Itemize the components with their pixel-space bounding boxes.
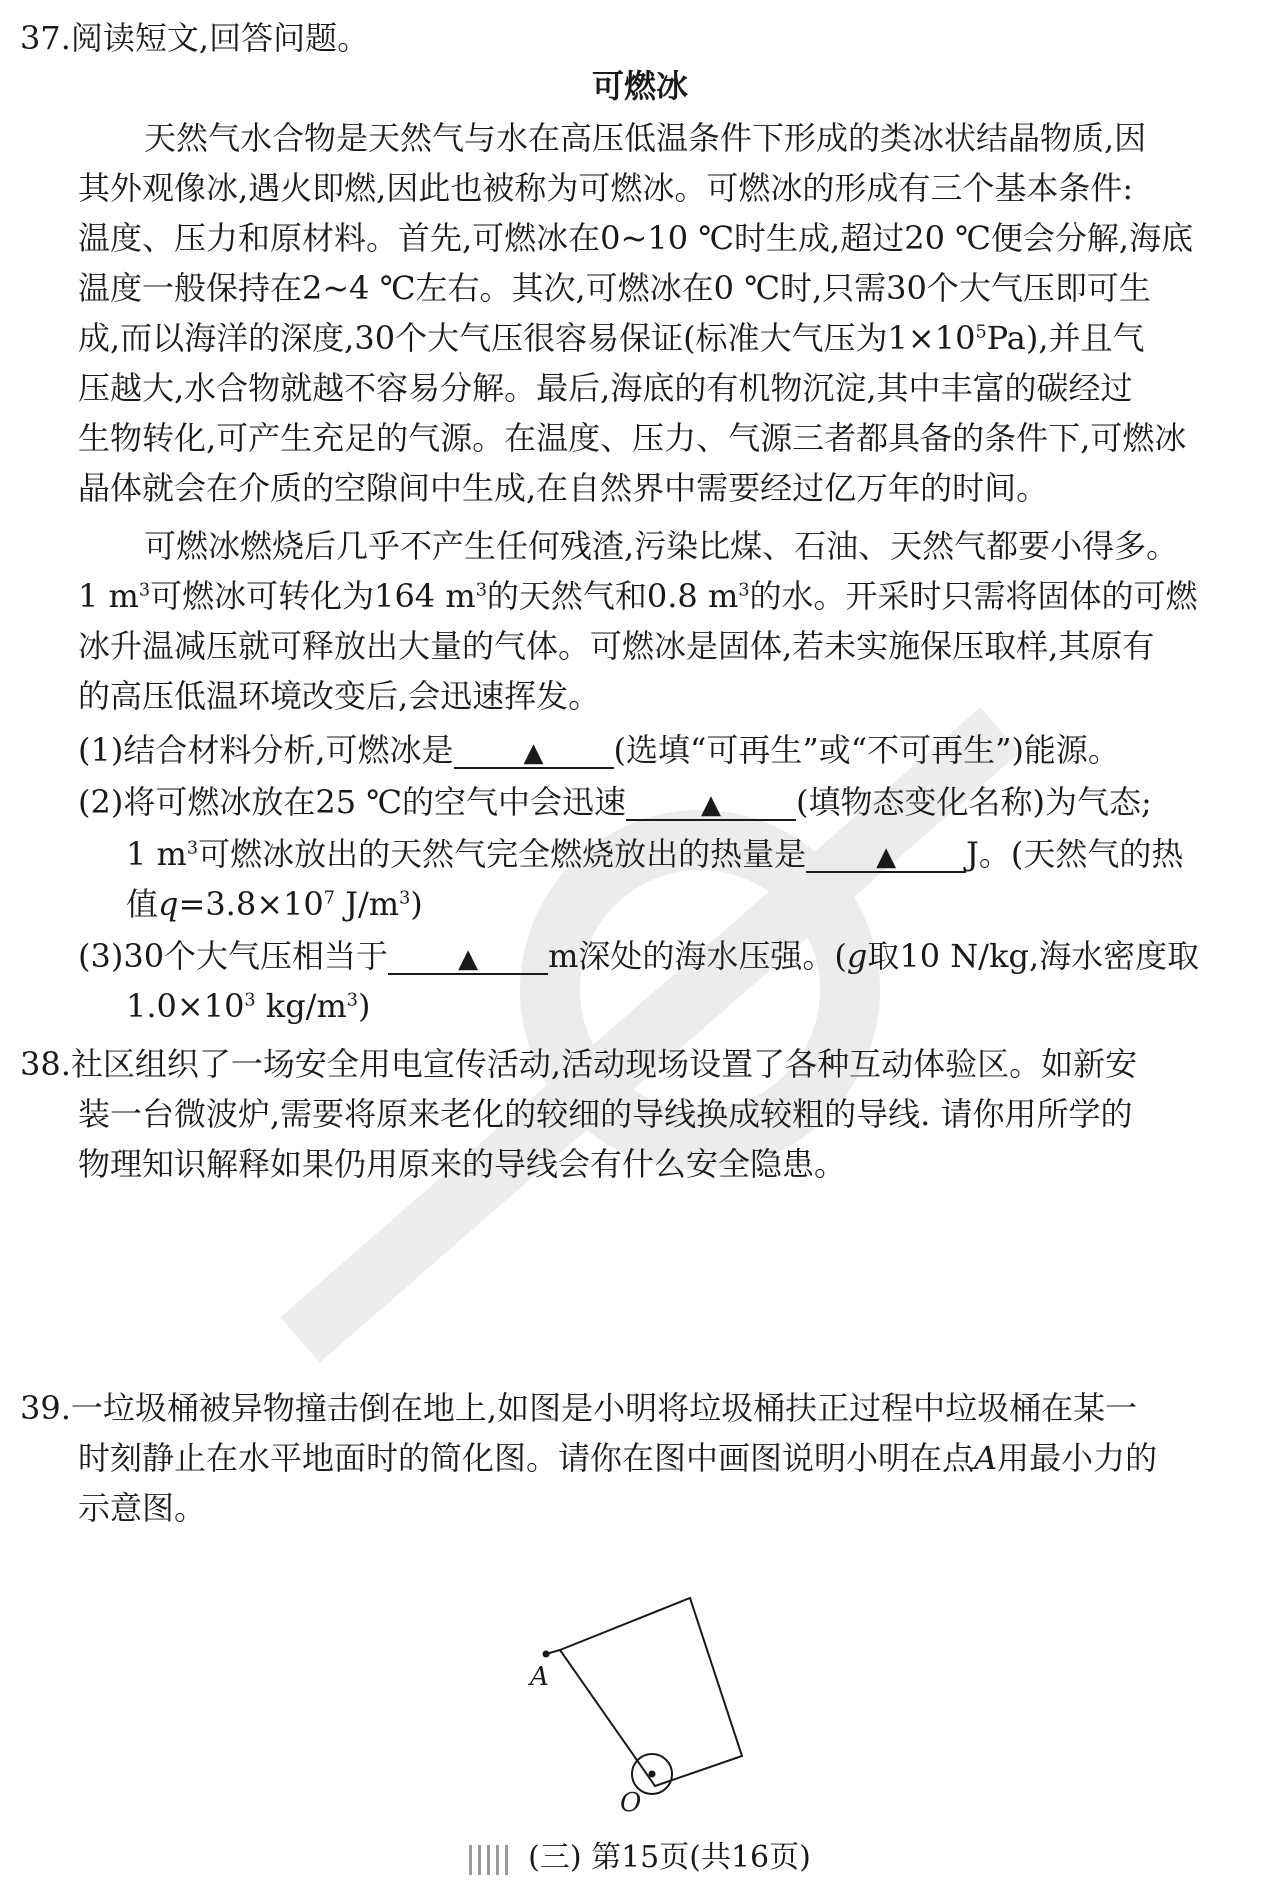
passage-p1-line8: 晶体就会在介质的空隙间中生成,在自然界中需要经过亿万年的时间。	[78, 469, 1049, 507]
q37-sub1: (1)结合材料分析,可燃冰是 ▲ (选填“可再生”或“不可再生”)能源。	[78, 731, 1120, 769]
passage-p2-line1: 可燃冰燃烧后几乎不产生任何残渣,污染比煤、石油、天然气都要小得多。	[144, 527, 1179, 565]
passage-p2-line2: 1 $m^3$可燃冰可转化为164 $m^3$的天然气和0.8 $m^3$的水。开采时只需将固体的可燃	[78, 577, 1198, 615]
barcode-mark	[469, 1839, 514, 1879]
q38-line2: 装一台微波炉,需要将原来老化的较细的导线换成较粗的导线. 请你用所学的	[78, 1095, 1133, 1133]
q39-line2: 时刻静止在水平地面时的简化图。请你在图中画图说明小明在点A用最小力的	[78, 1439, 1158, 1477]
trash-can-figure[interactable]	[520, 1590, 760, 1830]
point-a[interactable]	[543, 1651, 550, 1658]
passage-p1-line2: 其外观像冰,遇火即燃,因此也被称为可燃冰。可燃冰的形成有三个基本条件:	[78, 169, 1134, 207]
passage-p2-line4: 的高压低温环境改变后,会迅速挥发。	[78, 677, 601, 715]
q39-line1: 39.一垃圾桶被异物撞击倒在地上,如图是小明将垃圾桶扶正过程中垃圾桶在某一	[20, 1389, 1138, 1427]
q38-line1: 38.社区组织了一场安全用电宣传活动,活动现场设置了各种互动体验区。如新安	[20, 1045, 1138, 1083]
answer-blank-2[interactable]: ▲	[626, 785, 796, 821]
q38-line3: 物理知识解释如果仍用原来的导线会有什么安全隐患。	[78, 1145, 847, 1183]
q39-line3: 示意图。	[78, 1489, 207, 1527]
passage-p1-line1: 天然气水合物是天然气与水在高压低温条件下形成的类冰状结晶物质,因	[144, 119, 1147, 157]
page-number: (三) 第15页(共16页)	[528, 1840, 811, 1875]
q37-sub2-line2: 1 $m^3$可燃冰放出的天然气完全燃烧放出的热量是 ▲ J。(天然气的热	[126, 835, 1184, 873]
q37-sub2: (2)将可燃冰放在25 ℃的空气中会迅速 ▲ (填物态变化名称)为气态;	[78, 783, 1152, 821]
passage-p1-line4: 温度一般保持在2~4 ℃左右。其次,可燃冰在0 ℃时,只需30个大气压即可生	[78, 269, 1151, 307]
answer-blank-3[interactable]: ▲	[806, 837, 966, 873]
pivot-point-o	[649, 1771, 656, 1778]
answer-blank-1[interactable]: ▲	[454, 733, 614, 769]
passage-p1-line6: 压越大,水合物就越不容易分解。最后,海底的有机物沉淀,其中丰富的碳经过	[78, 369, 1133, 407]
passage-p1-line5: 成,而以海洋的深度,30个大气压很容易保证(标准大气压为$1\times 10^5Pa$),并且气	[78, 319, 1145, 357]
q37-sub3: (3)30个大气压相当于 ▲ m深处的海水压强。(g取10 N/kg,海水密度取	[78, 937, 1200, 975]
passage-title: 可燃冰	[591, 67, 688, 105]
trash-can-outline	[560, 1598, 742, 1786]
answer-blank-4[interactable]: ▲	[388, 939, 548, 975]
label-o: O	[620, 1788, 642, 1818]
passage-p1-line3: 温度、压力和原材料。首先,可燃冰在0~10 ℃时生成,超过20 ℃便会分解,海底	[78, 219, 1194, 257]
q37-sub2-line3: 值$q=3.8\times 10^7$ $J/m^3$)	[126, 885, 423, 923]
page-footer	[0, 1838, 1280, 1879]
label-a: A	[530, 1662, 549, 1692]
passage-p2-line3: 冰升温减压就可释放出大量的气体。可燃冰是固体,若未实施保压取样,其原有	[78, 627, 1155, 665]
q37-sub3-line2: $1.0\times 10^3$ $kg/m^3$)	[126, 987, 371, 1025]
passage-p1-line7: 生物转化,可产生充足的气源。在温度、压力、气源三者都具备的条件下,可燃冰	[78, 419, 1187, 457]
q37-header: 37.阅读短文,回答问题。	[20, 19, 370, 57]
